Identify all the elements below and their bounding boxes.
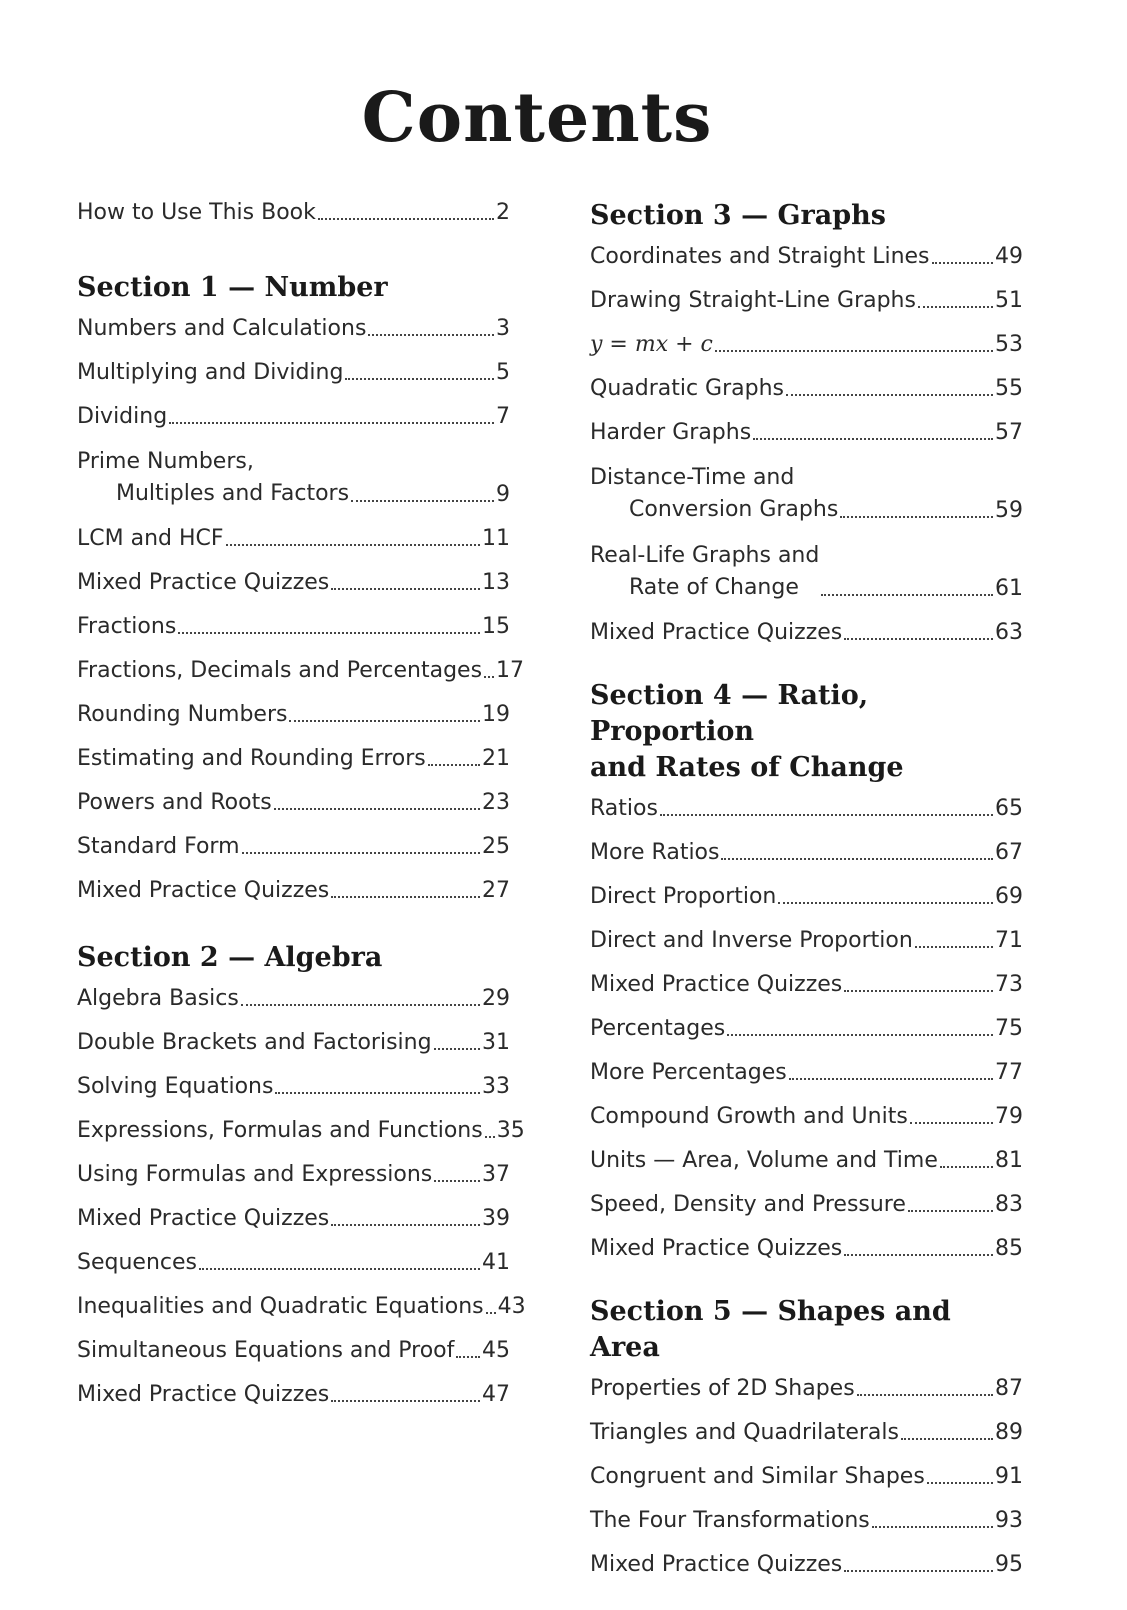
entry-title: Triangles and Quadrilaterals xyxy=(590,1420,899,1445)
entry-title-line2: Multiples and Factors xyxy=(116,481,350,506)
entry-page: 95 xyxy=(995,1552,1023,1577)
entry-title: Multiplying and Dividing xyxy=(77,360,344,385)
entry-title: How to Use This Book xyxy=(77,200,316,225)
entry-page: 55 xyxy=(995,376,1023,401)
toc-entry[interactable] xyxy=(590,1190,1023,1220)
toc-entry[interactable] xyxy=(77,1116,525,1146)
toc-entry[interactable] xyxy=(590,1462,1023,1492)
entry-title: Properties of 2D Shapes xyxy=(590,1376,855,1401)
dot-leader xyxy=(844,1254,993,1256)
toc-entry[interactable] xyxy=(77,700,510,730)
entry-title: Powers and Roots xyxy=(77,790,272,815)
entry-page: 41 xyxy=(482,1250,510,1275)
dot-leader xyxy=(872,1526,993,1528)
entry-title: Quadratic Graphs xyxy=(590,376,785,401)
toc-entry[interactable] xyxy=(590,794,1023,824)
entry-title: The Four Transformations xyxy=(590,1508,870,1533)
entry-page: 69 xyxy=(995,884,1023,909)
entry-title-line2: Conversion Graphs xyxy=(629,497,839,522)
entry-page: 13 xyxy=(482,570,510,595)
dot-leader xyxy=(351,500,494,502)
entry-title: Mixed Practice Quizzes xyxy=(77,878,330,903)
dot-leader xyxy=(241,1004,480,1006)
entry-page: 73 xyxy=(995,972,1023,997)
dot-leader xyxy=(821,594,993,596)
dot-leader xyxy=(434,1180,480,1182)
dot-leader xyxy=(331,896,480,898)
intro-section xyxy=(77,198,510,228)
entry-title: Compound Growth and Units xyxy=(590,1104,908,1129)
dot-leader xyxy=(786,394,993,396)
toc-entry[interactable] xyxy=(77,1028,510,1058)
toc-entry[interactable] xyxy=(590,1146,1023,1176)
entry-page: 65 xyxy=(995,796,1023,821)
dot-leader xyxy=(178,632,480,634)
dot-leader xyxy=(901,1438,993,1440)
entry-page: 81 xyxy=(995,1148,1023,1173)
entry-title: Mixed Practice Quizzes xyxy=(590,620,843,645)
entry-page: 25 xyxy=(482,834,510,859)
entry-page: 61 xyxy=(995,576,1023,601)
toc-entry[interactable] xyxy=(77,358,510,388)
entry-title: Coordinates and Straight Lines xyxy=(590,244,930,269)
toc-entry[interactable] xyxy=(77,984,510,1014)
dot-leader xyxy=(778,902,993,904)
contents-column-left xyxy=(77,198,526,1440)
dot-leader xyxy=(721,858,993,860)
dot-leader xyxy=(434,1048,480,1050)
dot-leader xyxy=(844,1570,993,1572)
entry-page: 79 xyxy=(995,1104,1023,1129)
toc-entry[interactable] xyxy=(590,618,1023,648)
dot-leader xyxy=(242,852,481,854)
dot-leader xyxy=(840,516,993,518)
entry-page: 83 xyxy=(995,1192,1023,1217)
dot-leader xyxy=(456,1356,480,1358)
entry-page: 75 xyxy=(995,1016,1023,1041)
entry-page: 93 xyxy=(995,1508,1023,1533)
dot-leader xyxy=(331,588,480,590)
dot-leader xyxy=(289,720,480,722)
dot-leader xyxy=(727,1034,993,1036)
entry-title-line1: Real-Life Graphs and xyxy=(590,543,820,568)
entry-title: More Percentages xyxy=(590,1060,787,1085)
toc-entry[interactable] xyxy=(77,1380,510,1410)
toc-entry[interactable] xyxy=(590,330,1023,360)
toc-entry[interactable] xyxy=(590,418,1023,448)
entry-title: Speed, Density and Pressure xyxy=(590,1192,906,1217)
section-heading: Section 1 — Number xyxy=(77,272,388,303)
entry-title: Mixed Practice Quizzes xyxy=(590,972,843,997)
toc-entry[interactable] xyxy=(77,1336,510,1366)
dot-leader xyxy=(918,306,993,308)
entry-title: Rounding Numbers xyxy=(77,702,288,727)
entry-title: Estimating and Rounding Errors xyxy=(77,746,426,771)
entry-page: 85 xyxy=(995,1236,1023,1261)
page-title: Contents xyxy=(361,78,713,158)
dot-leader xyxy=(345,378,494,380)
entry-page: 37 xyxy=(482,1162,510,1187)
toc-entry[interactable] xyxy=(590,1418,1023,1448)
entry-title: Simultaneous Equations and Proof xyxy=(77,1338,455,1363)
entry-page: 21 xyxy=(482,746,510,771)
entry-title xyxy=(590,462,838,526)
entry-page: 27 xyxy=(482,878,510,903)
entry-title: Inequalities and Quadratic Equations xyxy=(77,1294,484,1319)
entry-title: Mixed Practice Quizzes xyxy=(590,1236,843,1261)
dot-leader xyxy=(368,334,494,336)
toc-entry[interactable] xyxy=(590,1506,1023,1536)
entry-title: Algebra Basics xyxy=(77,986,239,1011)
section-heading-line2: and Rates of Change xyxy=(590,752,904,783)
dot-leader xyxy=(486,1312,496,1314)
toc-entry[interactable] xyxy=(590,838,1023,868)
dot-leader xyxy=(927,1482,993,1484)
entry-title: Mixed Practice Quizzes xyxy=(590,1552,843,1577)
entry-title: More Ratios xyxy=(590,840,720,865)
toc-entry[interactable] xyxy=(77,524,510,554)
toc-entry[interactable] xyxy=(77,446,510,510)
entry-page: 49 xyxy=(995,244,1023,269)
entry-title: Harder Graphs xyxy=(590,420,752,445)
toc-entry[interactable] xyxy=(77,656,525,686)
section-2 xyxy=(77,940,526,1410)
entry-title: Using Formulas and Expressions xyxy=(77,1162,433,1187)
dot-leader xyxy=(715,350,993,352)
dot-leader xyxy=(318,218,494,220)
entry-page: 7 xyxy=(496,404,510,429)
entry-title: Ratios xyxy=(590,796,658,821)
entry-page: 15 xyxy=(482,614,510,639)
entry-page: 9 xyxy=(496,482,510,507)
entry-page: 57 xyxy=(995,420,1023,445)
toc-entry[interactable] xyxy=(77,1204,510,1234)
section-5 xyxy=(590,1294,1023,1580)
entry-page: 87 xyxy=(995,1376,1023,1401)
entry-page: 11 xyxy=(482,526,510,551)
entry-title: Percentages xyxy=(590,1016,726,1041)
section-heading xyxy=(590,678,1023,786)
section-heading: Section 3 — Graphs xyxy=(590,200,886,231)
section-1 xyxy=(77,270,525,906)
entry-page: 67 xyxy=(995,840,1023,865)
section-heading: Section 5 — Shapes and Area xyxy=(590,1296,951,1363)
entry-title-line2: Rate of Change xyxy=(629,575,799,600)
toc-entry[interactable] xyxy=(77,832,510,862)
entry-page: 33 xyxy=(482,1074,510,1099)
toc-entry[interactable] xyxy=(590,882,1023,912)
entry-title: Sequences xyxy=(77,1250,197,1275)
toc-entry[interactable] xyxy=(590,926,1023,956)
entry-title: Numbers and Calculations xyxy=(77,316,367,341)
entry-page: 77 xyxy=(995,1060,1023,1085)
toc-entry[interactable] xyxy=(77,744,510,774)
entry-title: Double Brackets and Factorising xyxy=(77,1030,432,1055)
toc-entry[interactable] xyxy=(590,1102,1023,1132)
dot-leader xyxy=(484,676,494,678)
toc-entry[interactable] xyxy=(590,1234,1023,1264)
dot-leader xyxy=(932,262,993,264)
entry-title: Solving Equations xyxy=(77,1074,274,1099)
toc-entry[interactable] xyxy=(590,462,1023,526)
dot-leader xyxy=(910,1122,993,1124)
entry-page: 2 xyxy=(496,200,510,225)
entry-page: 31 xyxy=(482,1030,510,1055)
entry-title: Dividing xyxy=(77,404,168,429)
dot-leader xyxy=(660,814,993,816)
toc-entry[interactable] xyxy=(77,1160,510,1190)
toc-entry[interactable] xyxy=(590,242,1023,272)
dot-leader xyxy=(428,764,480,766)
toc-entry[interactable] xyxy=(77,612,510,642)
entry-title: Fractions, Decimals and Percentages xyxy=(77,658,483,683)
entry-page: 29 xyxy=(482,986,510,1011)
toc-entry[interactable] xyxy=(590,1374,1023,1404)
entry-title: Fractions xyxy=(77,614,177,639)
entry-title: Congruent and Similar Shapes xyxy=(590,1464,925,1489)
section-heading-line1: Section 4 — Ratio, Proportion xyxy=(590,680,869,747)
contents-column-right xyxy=(590,198,1023,1610)
entry-title: Drawing Straight-Line Graphs xyxy=(590,288,916,313)
entry-title: Mixed Practice Quizzes xyxy=(77,570,330,595)
section-heading: Section 2 — Algebra xyxy=(77,942,383,973)
entry-title: Direct and Inverse Proportion xyxy=(590,928,913,953)
section-3 xyxy=(590,198,1023,648)
entry-page: 19 xyxy=(482,702,510,727)
dot-leader xyxy=(274,808,480,810)
entry-page: 3 xyxy=(496,316,510,341)
dot-leader xyxy=(789,1078,993,1080)
entry-page: 43 xyxy=(497,1294,526,1319)
entry-title: Units — Area, Volume and Time xyxy=(590,1148,938,1173)
entry-title: y = mx + c xyxy=(590,332,713,357)
dot-leader xyxy=(226,544,480,546)
dot-leader xyxy=(857,1394,993,1396)
entry-page: 51 xyxy=(995,288,1023,313)
dot-leader xyxy=(275,1092,480,1094)
entry-title: Expressions, Formulas and Functions xyxy=(77,1118,483,1143)
entry-page: 47 xyxy=(482,1382,510,1407)
dot-leader xyxy=(844,990,993,992)
entry-title: Mixed Practice Quizzes xyxy=(77,1206,330,1231)
dot-leader xyxy=(915,946,993,948)
dot-leader xyxy=(199,1268,480,1270)
entry-page: 17 xyxy=(496,658,525,683)
entry-page: 89 xyxy=(995,1420,1023,1445)
entry-page: 23 xyxy=(482,790,510,815)
entry-title xyxy=(590,540,819,604)
toc-entry[interactable] xyxy=(590,286,1023,316)
toc-entry[interactable] xyxy=(590,1058,1023,1088)
entry-title: LCM and HCF xyxy=(77,526,224,551)
dot-leader xyxy=(485,1136,495,1138)
dot-leader xyxy=(753,438,993,440)
entry-page: 53 xyxy=(995,332,1023,357)
entry-title: Standard Form xyxy=(77,834,240,859)
toc-entry[interactable] xyxy=(590,970,1023,1000)
entry-page: 39 xyxy=(482,1206,510,1231)
dot-leader xyxy=(908,1210,993,1212)
toc-entry[interactable] xyxy=(590,1014,1023,1044)
toc-entry[interactable] xyxy=(590,540,1023,604)
toc-entry[interactable] xyxy=(590,1550,1023,1580)
entry-page: 35 xyxy=(496,1118,525,1143)
dot-leader xyxy=(940,1166,993,1168)
toc-entry[interactable] xyxy=(77,876,510,906)
toc-entry[interactable] xyxy=(77,1248,510,1278)
toc-entry[interactable] xyxy=(77,198,510,228)
entry-title xyxy=(77,446,349,510)
section-4 xyxy=(590,678,1023,1264)
entry-page: 59 xyxy=(995,498,1023,523)
toc-entry[interactable] xyxy=(77,1072,510,1102)
toc-entry[interactable] xyxy=(77,568,510,598)
toc-entry[interactable] xyxy=(77,402,510,432)
toc-entry[interactable] xyxy=(590,374,1023,404)
entry-title: Direct Proportion xyxy=(590,884,777,909)
toc-entry[interactable] xyxy=(77,1292,526,1322)
entry-title: Mixed Practice Quizzes xyxy=(77,1382,330,1407)
entry-page: 5 xyxy=(496,360,510,385)
entry-page: 45 xyxy=(482,1338,510,1363)
dot-leader xyxy=(169,422,494,424)
entry-page: 63 xyxy=(995,620,1023,645)
entry-title-line1: Distance-Time and xyxy=(590,465,795,490)
entry-title-line1: Prime Numbers, xyxy=(77,449,254,474)
dot-leader xyxy=(331,1400,480,1402)
dot-leader xyxy=(331,1224,480,1226)
entry-page: 71 xyxy=(995,928,1023,953)
toc-entry[interactable] xyxy=(77,788,510,818)
toc-entry[interactable] xyxy=(77,314,510,344)
dot-leader xyxy=(844,638,993,640)
entry-page: 91 xyxy=(995,1464,1023,1489)
